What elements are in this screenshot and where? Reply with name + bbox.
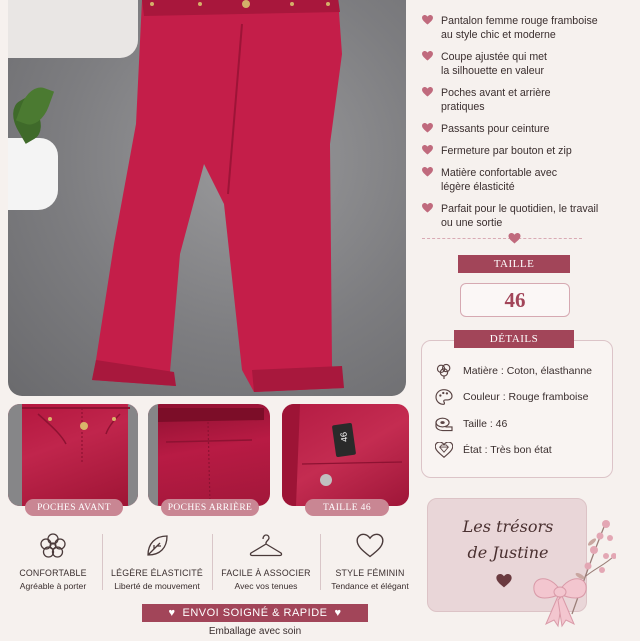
heart-bullet-icon xyxy=(422,203,433,213)
brand-name-line1: Les trésors xyxy=(462,517,554,536)
bottom-feature-comfort xyxy=(3,532,103,591)
heart-bullet-icon xyxy=(422,51,433,61)
shipping-title: ENVOI SOIGNÉ & RAPIDE xyxy=(182,607,328,619)
bottom-feature-versatile xyxy=(216,532,316,591)
feature-item xyxy=(422,122,622,136)
separator xyxy=(212,534,213,590)
ribbon-bow-icon xyxy=(528,570,592,628)
heart-outline-icon xyxy=(320,532,420,560)
size-tag-detail xyxy=(282,404,409,506)
main-product-photo xyxy=(8,0,406,396)
divider-heart-icon xyxy=(508,233,521,244)
bottom-feature-title: STYLE FÉMININ xyxy=(335,568,405,578)
heart-bullet-icon xyxy=(422,145,433,155)
feature-item xyxy=(422,14,622,42)
shipping-subtitle: Emballage avec soin xyxy=(208,626,302,637)
bottom-feature-title: FACILE À ASSOCIER xyxy=(221,568,311,578)
thumbnail-label-size: TAILLE 46 xyxy=(305,499,389,516)
cotton-icon xyxy=(434,363,454,379)
bottom-feature-subtitle: Agréable à porter xyxy=(19,581,87,591)
feature-item xyxy=(422,86,622,114)
dashed-divider xyxy=(422,238,582,239)
heart-diamond-icon xyxy=(434,442,454,458)
feature-text: Passants pour ceinture xyxy=(441,123,550,135)
detail-text: Matière : Coton, élasthanne xyxy=(463,365,592,377)
plant-leaf xyxy=(16,83,54,129)
feature-item xyxy=(422,50,622,78)
palette-icon xyxy=(434,389,454,405)
bottom-feature-title: CONFORTABLE xyxy=(19,568,87,578)
detail-row-condition xyxy=(434,442,552,458)
separator xyxy=(102,534,103,590)
heart-bullet-icon xyxy=(422,15,433,25)
heart-bullet-icon xyxy=(422,167,433,177)
red-pants-illustration xyxy=(92,0,352,396)
feature-text: Matière confortable avec légère élasticité xyxy=(441,167,558,193)
thumbnail-label-back: POCHES ARRIÈRE xyxy=(161,499,259,516)
size-tag-text: 46 xyxy=(338,431,350,443)
thumbnail-label-front: POCHES AVANT xyxy=(25,499,123,516)
detail-row-size xyxy=(434,416,507,432)
thumbnail-size-label[interactable] xyxy=(282,404,409,506)
details-card xyxy=(421,340,613,478)
detail-text: Couleur : Rouge framboise xyxy=(463,391,589,403)
bottom-feature-title: LÉGÈRE ÉLASTICITÉ xyxy=(111,568,203,578)
heart-icon: ♥ xyxy=(168,607,176,619)
bottom-feature-subtitle: Avec vos tenues xyxy=(234,581,298,591)
flower-icon xyxy=(3,532,103,560)
bottom-feature-subtitle: Tendance et élégant xyxy=(331,581,409,591)
bottom-feature-feminine xyxy=(320,532,420,591)
front-pocket-detail xyxy=(8,404,138,506)
feature-text: Poches avant et arrière pratiques xyxy=(441,87,551,113)
plant-pot xyxy=(8,138,58,210)
hanger-icon xyxy=(216,532,316,560)
thumbnail-back-pockets[interactable] xyxy=(148,404,270,506)
brand-name-line2: de Justine xyxy=(467,543,549,562)
feature-item xyxy=(422,166,622,194)
heart-icon: ♥ xyxy=(334,607,342,619)
bottom-feature-subtitle: Liberté de mouvement xyxy=(114,581,200,591)
size-ribbon: TAILLE xyxy=(466,255,562,273)
detail-text: Taille : 46 xyxy=(463,418,508,430)
heart-bullet-icon xyxy=(422,123,433,133)
back-pocket-detail xyxy=(148,404,270,506)
feature-text: Parfait pour le quotidien, le travail ou une sortie xyxy=(441,203,599,229)
detail-row-material xyxy=(434,363,592,379)
leaf-icon xyxy=(107,532,207,560)
feature-text: Fermeture par bouton et zip xyxy=(441,145,572,157)
shipping-ribbon xyxy=(150,604,360,622)
feature-list xyxy=(422,14,622,238)
thumbnail-front-pockets[interactable] xyxy=(8,404,138,506)
brand-heart-icon xyxy=(496,574,512,588)
feature-text: Coupe ajustée qui met la silhouette en valeur xyxy=(441,51,548,77)
tape-measure-icon xyxy=(434,416,454,432)
detail-row-color xyxy=(434,389,588,405)
feature-text: Pantalon femme rouge framboise au style chic et moderne xyxy=(441,15,598,41)
feature-item xyxy=(422,202,622,230)
feature-item xyxy=(422,144,622,158)
detail-text: État : Très bon état xyxy=(463,444,552,456)
details-ribbon: DÉTAILS xyxy=(462,330,566,348)
bottom-feature-elasticity xyxy=(107,532,207,591)
heart-bullet-icon xyxy=(422,87,433,97)
size-value: 46 xyxy=(460,283,570,317)
